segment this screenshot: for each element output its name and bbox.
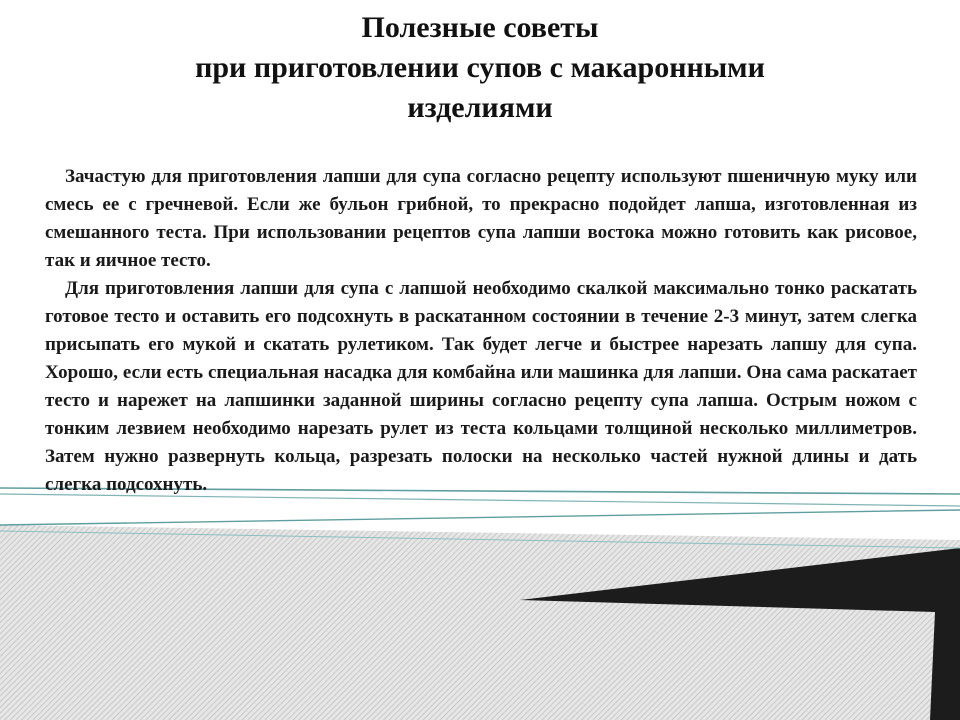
slide-title (60, 8, 900, 128)
body-text (45, 163, 917, 499)
teal-line-3 (0, 510, 960, 525)
title-line-3: изделиями (407, 91, 553, 124)
title-line-2: при приготовлении супов с макаронными (195, 51, 765, 84)
title-line-1: Полезные советы (361, 11, 599, 44)
paragraph-2: Для приготовления лапши для супа с лапшой необходимо скалкой максимально тонко раскатать готовое тесто и оставить его подсохнуть в раскатанном состоянии в течение 2-3 минут, затем слегка присыпать его мукой и скатать рулетиком. Так будет легче и быстрее нарезать лапшу для супа. Хорошо, если есть специальная насадка для комбайна или машинка для лапши. Она сама раскатает тесто и нарежет на лапшинки заданной ширины согласно рецепту супа лапша. Острым ножом с тонким лезвием необходимо нарезать рулет из теста кольцами толщиной несколько миллиметров. Затем нужно развернуть кольца, разрезать полоски на несколько частей нужной длины и дать слегка подсохнуть. (45, 278, 917, 495)
paragraph-1: Зачастую для приготовления лапши для супа согласно рецепту используют пшеничную муку или смесь ее с гречневой. Если же бульон грибной, то прекрасно подойдет лапша, изготовленная из смешанного теста. При использовании рецептов супа лапши востока можно готовить как рисовое, так и яичное тесто. (45, 166, 917, 271)
